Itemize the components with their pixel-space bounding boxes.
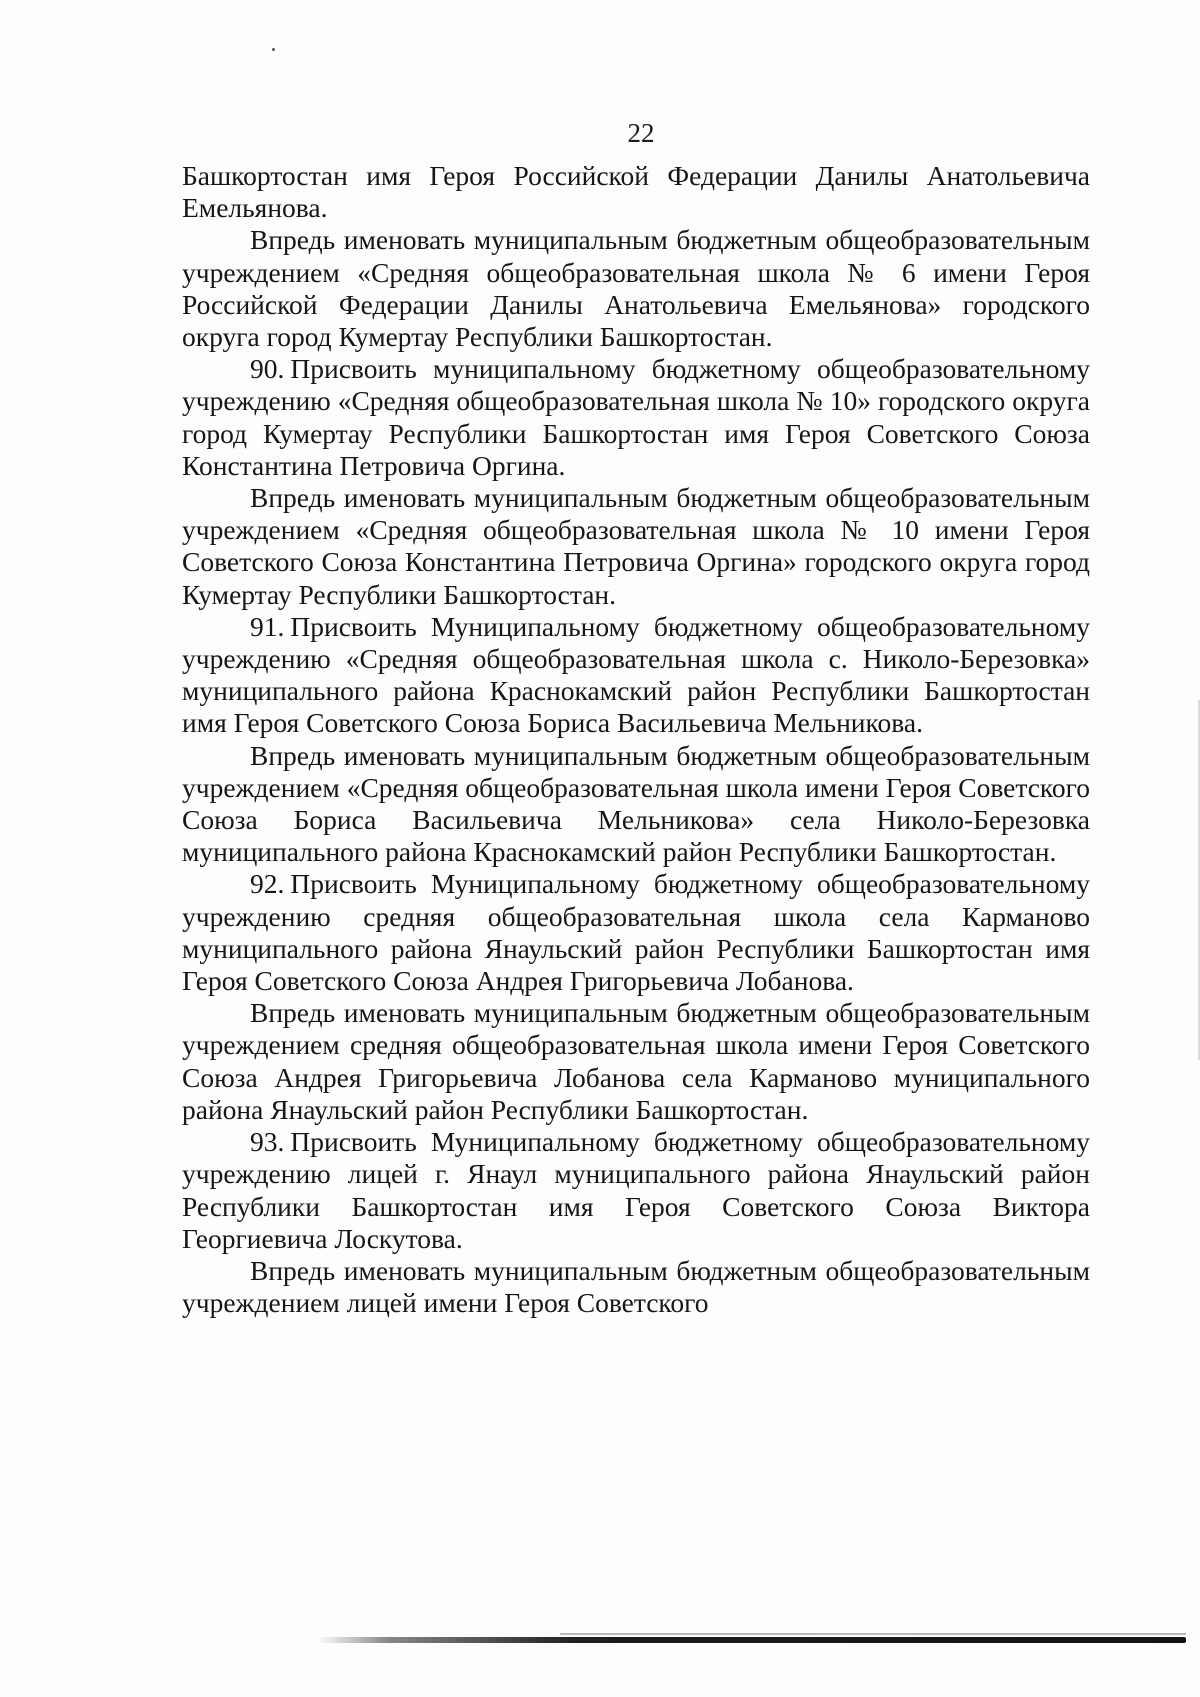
- paragraph-text: Присвоить Муниципальному бюджетному общеобразовательному учреждению «Средняя общеобразовательная школа с. Николо-Березовка» муниципального района Краснокамский район Республики Башкортостан имя Героя Советского Союза Бориса Васильевича Мельникова.: [182, 610, 1090, 739]
- paragraph-item-90: [182, 353, 1090, 482]
- paragraph-text: Впредь именовать муниципальным бюджетным общеобразовательным учреждением «Средняя общеобразовательная школа № 6 имени Героя Российской Федерации Данилы Анатольевича Емельянова» городского округа город Кумертау Республики Башкортостан.: [182, 224, 1090, 353]
- paragraph-rename: [182, 224, 1090, 353]
- paragraph-rename: [182, 482, 1090, 611]
- item-number: 90.: [250, 353, 285, 385]
- paragraph-text: Присвоить Муниципальному бюджетному общеобразовательному учреждению лицей г. Янаул муниципального района Янаульский район Республики Башкортостан имя Героя Советского Союза Виктора Георгиевича Лоскутова.: [182, 1126, 1090, 1254]
- paragraph-item-91: [182, 611, 1090, 740]
- scan-bottom-edge: [318, 1637, 1186, 1643]
- paragraph-text: Присвоить Муниципальному бюджетному общеобразовательному учреждению средняя общеобразовательная школа села Карманово муниципального района Янаульский район Республики Башкортостан имя Героя Советского Союза Андрея Григорьевича Лобанова.: [182, 868, 1090, 997]
- item-number: 91.: [250, 610, 285, 642]
- document-body: [182, 160, 1090, 1319]
- paragraph-rename: [182, 1255, 1090, 1319]
- paragraph-text: Впредь именовать муниципальным бюджетным общеобразовательным учреждением «Средняя общеобразовательная школа № 10 имени Героя Советского Союза Константина Петровича Оргина» городского округа город Кумертау Республики Башкортостан.: [182, 482, 1090, 610]
- item-number: 93.: [250, 1126, 285, 1158]
- item-number: 92.: [250, 868, 285, 900]
- scan-artifact-line: [560, 1633, 1186, 1635]
- paragraph-continuation: [182, 160, 1090, 224]
- scan-speck: [272, 48, 275, 51]
- paragraph-rename: [182, 740, 1090, 869]
- paragraph-item-92: [182, 868, 1090, 997]
- paragraph-text: Башкортостан имя Героя Российской Федерации Данилы Анатольевича Емельянова.: [182, 160, 1090, 224]
- paragraph-item-93: [182, 1126, 1090, 1255]
- page-number: 22: [627, 118, 655, 148]
- paragraph-rename: [182, 997, 1090, 1126]
- paragraph-text: Присвоить муниципальному бюджетному общеобразовательному учреждению «Средняя общеобразовательная школа № 10» городского округа город Кумертау Республики Башкортостан имя Героя Советского Союза Константина Петровича Оргина.: [182, 353, 1090, 481]
- paragraph-text: Впредь именовать муниципальным бюджетным общеобразовательным учреждением средняя общеобразовательная школа имени Героя Советского Союза Андрея Григорьевича Лобанова села Карманово муниципального района Янаульский район Республики Башкортостан.: [182, 997, 1090, 1125]
- paragraph-text: Впредь именовать муниципальным бюджетным общеобразовательным учреждением «Средняя общеобразовательная школа имени Героя Советского Союза Бориса Васильевича Мельникова» села Николо-Березовка муниципального района Краснокамский район Республики Башкортостан.: [182, 739, 1090, 868]
- paragraph-text: Впредь именовать муниципальным бюджетным общеобразовательным учреждением лицей имени Героя Советского: [182, 1254, 1090, 1319]
